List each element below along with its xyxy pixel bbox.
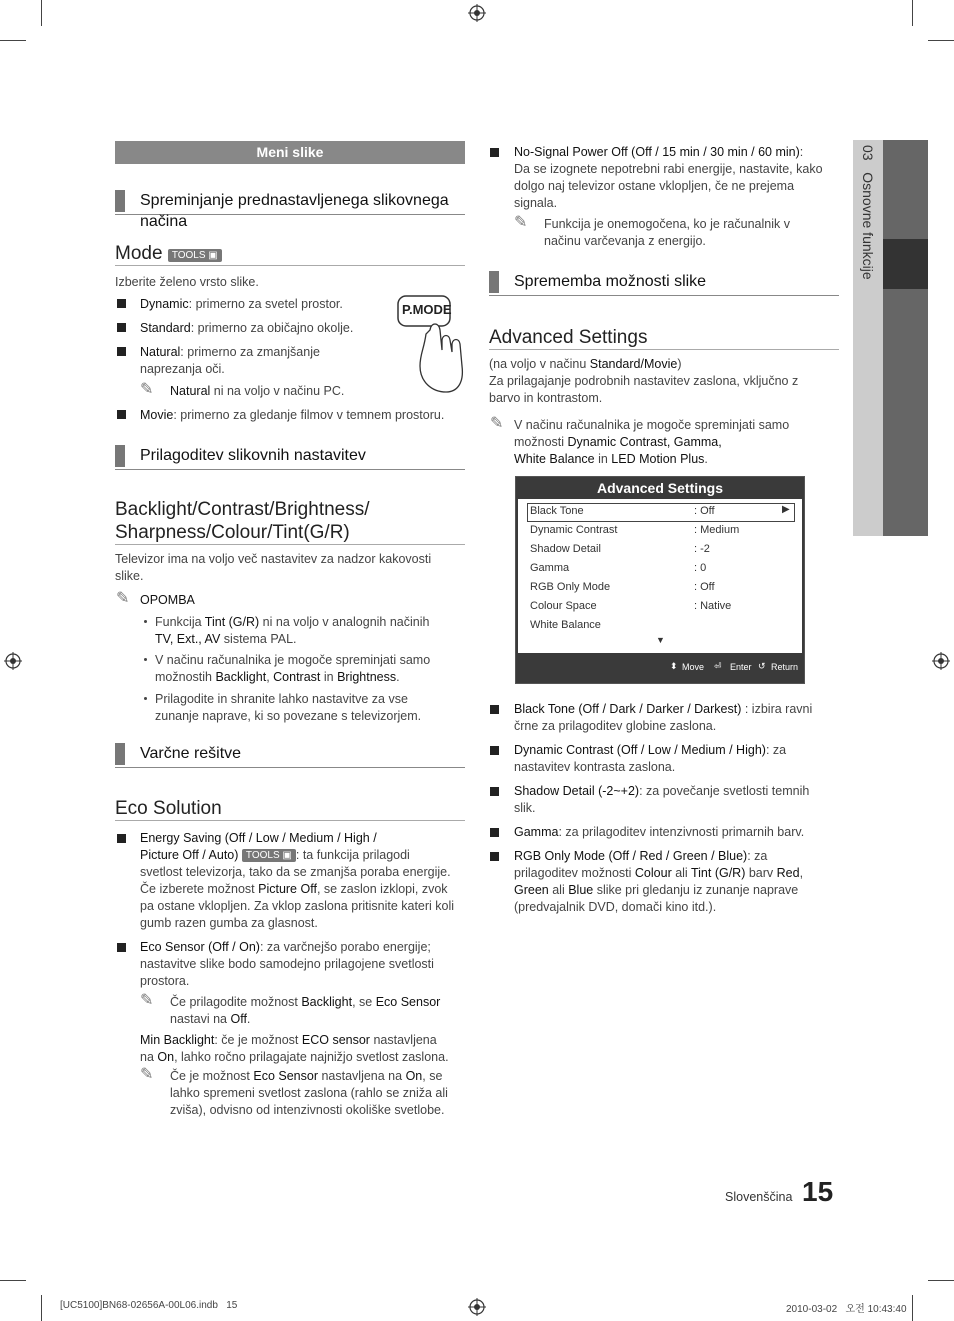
text: sistema PAL. [220,632,297,646]
pmode-label: P.MODE [402,302,452,317]
text-bold: On [405,1069,423,1083]
text: : za [747,849,768,863]
text: , [266,670,274,684]
registration-mark-icon [468,4,486,22]
chapter-title: Osnovne funkcije [860,172,876,280]
subheading-marker [115,445,125,467]
text-bold: Dynamic Contrast, Gamma, [567,435,722,449]
osd-row-label: Black Tone [530,505,584,517]
osd-footer [516,659,804,677]
text-bold: White Balance [514,452,595,466]
text: Če je možnost [170,1069,254,1083]
chapter-label [860,145,876,280]
text: : če je možnost [214,1033,302,1047]
text: načinu varčevanja z energijo. [544,234,706,248]
bullet-square [490,746,499,755]
text: nastavitev kontrasta zaslona. [514,760,676,774]
note-item-tint [155,614,429,648]
text: barv [745,866,777,880]
text-bold: No-Signal Power Off (Off / 15 min / 30 min / 60 min) [514,145,800,159]
menu-title-bar [115,141,465,164]
shadow-detail [514,783,839,817]
page-number: 15 [802,1176,834,1207]
note-item-save [155,691,421,725]
osd-panel [518,499,802,653]
text: črne za prilagoditev globine zaslona. [514,719,717,733]
text-bold: Picture Off [258,882,317,896]
black-tone [514,701,839,735]
registration-mark-icon [932,652,950,670]
movie-text: : primerno za gledanje filmov v temnem prostoru. [173,408,445,422]
text: V načinu računalnika je mogoče spreminjati samo [155,653,431,667]
registration-mark-icon [468,1298,486,1316]
text: nastavljena [369,1033,437,1047]
bullet-square [490,148,499,157]
text: Če prilagodite možnost [170,995,302,1009]
text: , se [422,1069,443,1083]
text: možnostih [155,670,216,684]
crop-mark [912,1295,913,1321]
text: : [799,145,804,159]
osd-title: Advanced Settings [596,480,724,496]
text: : ta funkcija prilagodi [295,848,410,862]
crop-mark [928,40,954,41]
text: ali [548,883,569,897]
text-bold: Backlight [215,670,267,684]
text: , [799,866,804,880]
updown-icon: ⬍ [670,661,678,671]
subheading-marker [115,190,125,212]
natural-text-1: : primerno za zmanjšanje [180,345,320,359]
text-bold: Gamma [514,825,559,839]
text: barvo in kontrastom. [489,391,603,405]
bullet-dot [144,697,147,700]
text: Funkcija je onemogočena, ko je računalnik v [544,217,790,231]
backlight-intro [115,551,431,585]
tools-badge: TOOLS ▣ [242,849,296,862]
osd-return-label: Return [771,662,799,672]
eco-sensor-note [170,994,440,1028]
text: V načinu računalnika je mogoče spreminjati samo [514,418,790,432]
text: . [246,1012,251,1026]
mode-natural [140,344,320,378]
footer-language: Slovenščina [725,1190,793,1204]
advanced-settings-heading: Advanced Settings [489,326,839,350]
text: . [704,452,708,466]
osd-row-value: : -2 [694,543,710,555]
subheading-preset-mode [115,190,465,230]
text: Funkcija [155,615,205,629]
crop-mark [0,1280,26,1281]
text: nastavljena na [318,1069,406,1083]
text: ) [677,357,682,371]
text-bold: Brightness [337,670,397,684]
tools-label: TOOLS [245,850,280,861]
text: : za povečanje svetlosti temnih [639,784,810,798]
text: zunanje naprave, ki so povezane s televizorjem. [155,709,422,723]
osd-move-label: Move [682,662,705,672]
movie-label: Movie [140,408,174,422]
bullet-square [117,943,126,952]
bullet-square [117,347,126,356]
text-bold: Red [776,866,800,880]
text-bold: Colour [634,866,672,880]
text: pa ostane vklopljen. Za vklop zaslona pritisnite kateri koli [140,899,455,913]
text-bold: Green [514,883,549,897]
bullet-dot [144,620,147,623]
text-bold: TV, Ext., AV [155,632,221,646]
natural-label: Natural [140,345,181,359]
no-signal-power-off [514,144,839,212]
crop-mark [928,1280,954,1281]
text: Za prilagajanje podrobnih nastavitev zaslona, vključno z [489,374,799,388]
note-label: OPOMBA [140,593,195,607]
text: , se zaslon izklopi, zvok [316,882,448,896]
text-bold: Black Tone (Off / Dark / Darker / Darkest) [514,702,742,716]
text: ali [671,866,691,880]
osd-row-label[interactable]: White Balance [530,619,601,631]
text-bold: RGB Only Mode (Off / Red / Green / Blue) [514,849,748,863]
text: Prilagodite in shranite lahko nastavitve za vse [155,692,408,706]
rgb-only-mode [514,848,839,916]
text-bold: ECO sensor [301,1033,370,1047]
subheading-marker [115,743,125,765]
bullet-square [490,787,499,796]
advanced-note [514,417,789,468]
osd-row-label[interactable]: Dynamic Contrast [530,524,618,536]
text-bold: Energy Saving (Off / Low / Medium / High / [140,831,377,845]
advanced-settings-osd [515,476,805,684]
mode-heading-text: Mode [115,243,163,264]
natural-note-label: Natural [170,384,211,398]
tools-label: TOOLS [171,250,206,261]
bullet-square [490,705,499,714]
scroll-down-icon[interactable]: ▼ [656,635,665,645]
standard-label: Standard [140,321,191,335]
bullet-square [117,299,126,308]
osd-row-value: : 0 [694,562,707,574]
text-bold: Tint (G/R) [204,615,260,629]
eco-heading: Eco Solution [115,797,465,821]
text: dolgo naj televizor ostane vklopljen, če ne prejema [514,179,795,193]
advanced-intro [489,356,839,407]
bullet-square [117,834,126,843]
subheading-text: Prilagoditev slikovnih nastavitev [140,447,366,464]
text: zviša), odvisno od intenzivnosti okoliške svetlobe. [170,1103,445,1117]
subheading-marker [489,271,499,293]
bullet-square [490,852,499,861]
subheading-text: Spreminjanje prednastavljenega slikovnega načina [140,192,449,230]
text: gumb razen gumba za glasnost. [140,916,318,930]
backlight-heading-line2: Sharpness/Colour/Tint(G/R) [115,522,350,543]
note-item-pc [155,652,430,686]
text: slik. [514,801,536,815]
text-bold: LED Motion Plus [611,452,705,466]
mode-heading [115,242,465,266]
natural-text-2: naprezanja oči. [140,362,225,376]
natural-note [170,383,344,400]
text-bold: Picture Off / Auto) [140,848,239,862]
text: : izbira ravni [741,702,813,716]
osd-row-value: : Off [694,581,715,593]
note-pencil-icon: ✎ [140,1066,154,1083]
text: na [140,1050,158,1064]
text: : za [765,743,787,757]
note-pencil-icon: ✎ [116,590,130,607]
bullet-square [117,410,126,419]
mode-standard [140,320,353,337]
min-backlight [140,1032,449,1066]
energy-saving [140,830,465,932]
text: možnosti [514,435,568,449]
osd-row-label[interactable]: Gamma [530,562,570,574]
enter-icon: ⏎ [714,661,722,671]
tools-badge: TOOLS ▣ [168,249,222,262]
subheading-eco [115,743,465,768]
registration-mark-icon [4,652,22,670]
osd-row-value: : Off [694,505,715,517]
text: (predvajalnik DVD, domači kino itd.). [514,900,717,914]
subheading-picture-settings [115,445,465,470]
footer-timestamp: 2010-03-02 오전 10:43:40 [786,1304,907,1315]
chapter-sidebar-tab [883,140,928,536]
mode-dynamic [140,296,343,313]
natural-note-text: ni na voljo v načinu PC. [210,384,345,398]
chapter-sidebar-highlight [883,239,928,289]
crop-mark [0,40,26,41]
dynamic-text: : primerno za svetel prostor. [188,297,343,311]
osd-row-value: : Native [694,600,732,612]
note-pencil-icon: ✎ [514,214,528,231]
mode-movie [140,407,444,424]
text: svetlost televizorja, tako da se zmanjša poraba energije. [140,865,451,879]
text: Da se izognete nepotrebni rabi energije, nastavite, kako [514,162,823,176]
text: prostora. [140,974,190,988]
note-pencil-icon: ✎ [490,415,504,432]
text: lahko spremeni svetlost zaslona (rahlo se zniža ali [170,1086,448,1100]
osd-enter-label: Enter [730,662,752,672]
return-icon: ↺ [758,661,766,671]
text-bold: Backlight [301,995,353,1009]
osd-row-label[interactable]: RGB Only Mode [530,581,611,593]
crop-mark [912,0,913,26]
pmode-remote-illustration [396,294,466,396]
text: : za prilagoditev intenzivnosti primarnih barv. [558,825,805,839]
dynamic-contrast [514,742,839,776]
text-bold: Contrast [273,670,321,684]
osd-row-label[interactable]: Colour Space [530,600,597,612]
backlight-heading-line1: Backlight/Contrast/Brightness/ [115,499,370,520]
subheading-text: Sprememba možnosti slike [514,273,707,290]
text: slike pri gledanju iz zunanje naprave [593,883,799,897]
osd-row-value: : Medium [694,524,740,536]
mode-intro: Izberite želeno vrsto slike. [115,275,259,289]
subheading-picture-options [489,271,839,296]
text-bold: Eco Sensor (Off / On) [140,940,260,954]
crop-mark [41,1295,42,1321]
subheading-text: Varčne rešitve [140,745,242,762]
footer-file-info: [UC5100]BN68-02656A-00L06.indb 15 [60,1300,238,1311]
text-bold: Eco Sensor [253,1069,318,1083]
bullet-square [117,323,126,332]
dynamic-label: Dynamic [140,297,189,311]
text: , se [352,995,376,1009]
text-bold: Tint (G/R) [690,866,746,880]
text-bold: Off [230,1012,247,1026]
standard-text: : primerno za običajno okolje. [190,321,354,335]
text: , lahko ročno prilagajate najnižjo svetlost zaslona. [174,1050,449,1064]
text-bold: Shadow Detail (-2~+2) [514,784,640,798]
text: signala. [514,196,558,210]
no-signal-note [544,216,790,250]
backlight-intro-line1: Televizor ima na voljo več nastavitev za nadzor kakovosti [115,552,432,566]
crop-mark [41,0,42,26]
text: (na voljo v načinu [489,357,590,371]
note-pencil-icon: ✎ [140,381,154,398]
gamma [514,824,839,841]
osd-row-label[interactable]: Shadow Detail [530,543,601,555]
text: in [320,670,338,684]
bullet-dot [144,658,147,661]
eco-sensor [140,939,465,990]
backlight-heading [115,498,465,545]
text: ni na voljo v analognih načinih [259,615,430,629]
text: nastavitve slike bodo samodejno prilagojene svetlosti [140,957,434,971]
chapter-number: 03 [860,145,876,161]
min-backlight-note [170,1068,448,1119]
text-bold: Eco Sensor [375,995,441,1009]
text-bold: On [157,1050,175,1064]
text-bold: Min Backlight [140,1033,215,1047]
menu-title: Meni slike [256,144,324,160]
text-bold: Standard/Movie [589,357,678,371]
text: : za varčnejšo porabo energije; [259,940,431,954]
text: nastavi na [170,1012,231,1026]
bullet-square [490,828,499,837]
text: . [396,670,400,684]
arrow-right-icon: ▶ [782,504,790,515]
text-bold: Dynamic Contrast (Off / Low / Medium / High) [514,743,766,757]
text: Če izberete možnost [140,882,259,896]
text: in [594,452,612,466]
text-bold: Blue [568,883,594,897]
note-pencil-icon: ✎ [140,992,154,1009]
text: prilagoditev možnosti [514,866,635,880]
backlight-intro-line2: slike. [115,569,144,583]
